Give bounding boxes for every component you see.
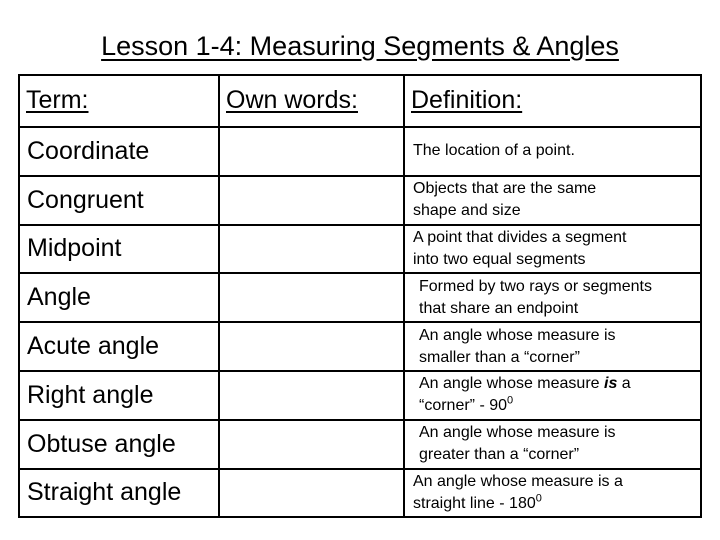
definition-line-part: “corner” - 90 (419, 397, 508, 415)
own-words-cell[interactable] (219, 225, 404, 274)
own-words-column-header: Own words: (219, 75, 404, 127)
table-row (19, 225, 701, 274)
table-row (19, 371, 701, 420)
definition-cell (404, 127, 701, 176)
degree-superscript: 0 (535, 492, 542, 505)
term-cell: Congruent (19, 176, 219, 225)
definition-column-header: Definition: (404, 75, 701, 127)
definition-cell (404, 420, 701, 469)
definition-cell (404, 176, 701, 225)
term-cell: Angle (19, 273, 219, 322)
definition-line-part: a (617, 375, 631, 393)
definition-line: The location of a point. (413, 142, 575, 160)
own-words-cell[interactable] (219, 322, 404, 371)
table-row (19, 420, 701, 469)
table-row (19, 176, 701, 225)
own-words-cell[interactable] (219, 273, 404, 322)
definition-line: shape and size (413, 202, 521, 220)
definition-line: Objects that are the same (413, 180, 597, 198)
own-words-cell[interactable] (219, 176, 404, 225)
definition-line-part: straight line - 180 (413, 494, 536, 512)
term-cell: Straight angle (19, 469, 219, 518)
definition-cell (404, 371, 701, 420)
definition-line: A point that divides a segment (413, 228, 627, 246)
table-row (19, 322, 701, 371)
own-words-cell[interactable] (219, 371, 404, 420)
definition-line: An angle whose measure is (419, 326, 616, 344)
definition-cell (404, 322, 701, 371)
definition-line: greater than a “corner” (419, 446, 580, 464)
term-cell: Obtuse angle (19, 420, 219, 469)
term-cell: Coordinate (19, 127, 219, 176)
definition-line: that share an endpoint (419, 299, 579, 317)
definition-line: Formed by two rays or segments (419, 277, 652, 295)
term-cell: Midpoint (19, 225, 219, 274)
table-row (19, 273, 701, 322)
table-row (19, 469, 701, 518)
term-cell: Right angle (19, 371, 219, 420)
page-title: Lesson 1-4: Measuring Segments & Angles (101, 31, 619, 61)
own-words-cell[interactable] (219, 127, 404, 176)
definition-line: An angle whose measure is (419, 424, 616, 442)
definition-line: smaller than a “corner” (419, 348, 580, 366)
own-words-cell[interactable] (219, 420, 404, 469)
definition-cell (404, 225, 701, 274)
header-row (19, 75, 701, 127)
definition-line-part: An angle whose measure (419, 375, 604, 393)
definition-line: An angle whose measure is a (413, 472, 623, 490)
term-column-header: Term: (19, 75, 219, 127)
degree-superscript: 0 (507, 395, 514, 408)
table-row (19, 127, 701, 176)
definition-cell (404, 469, 701, 518)
definition-line: into two equal segments (413, 250, 586, 268)
definition-cell (404, 273, 701, 322)
term-cell: Acute angle (19, 322, 219, 371)
emphasis-text: is (604, 375, 618, 393)
vocabulary-table (18, 74, 702, 518)
own-words-cell[interactable] (219, 469, 404, 518)
